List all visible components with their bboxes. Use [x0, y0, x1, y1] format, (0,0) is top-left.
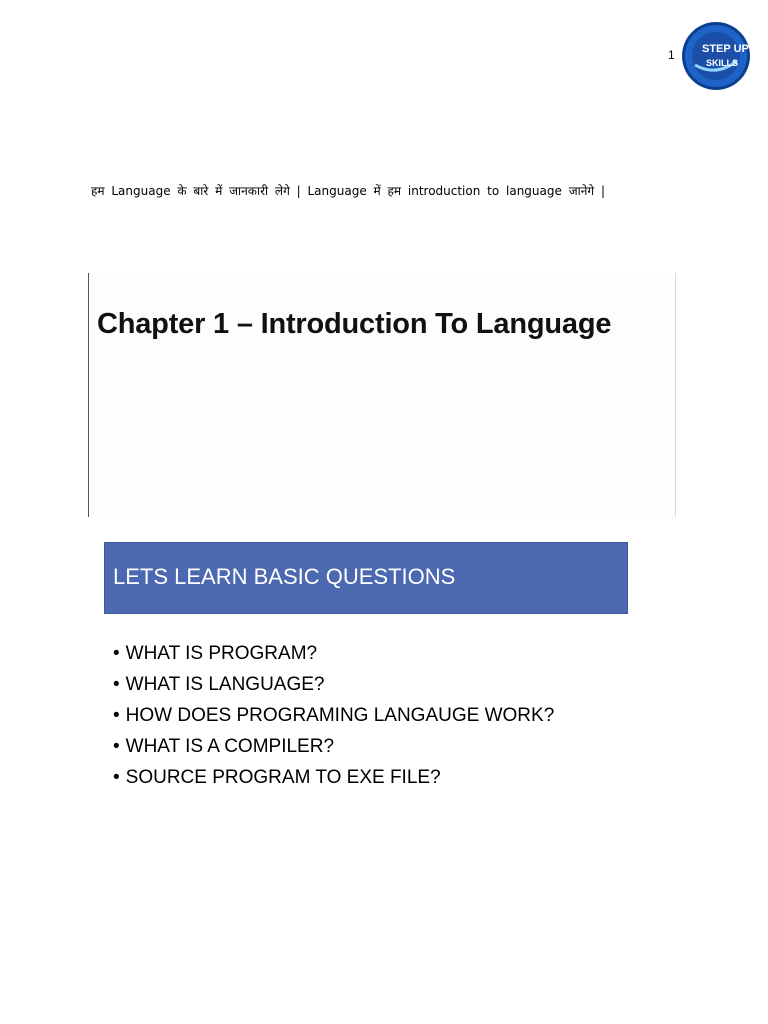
question-text: WHAT IS LANGUAGE? [125, 674, 325, 695]
bullet: • [113, 674, 120, 695]
list-item [113, 733, 554, 764]
logo-graphic [681, 21, 751, 91]
slide-right-edge [675, 273, 676, 517]
bullet: • [113, 767, 120, 788]
question-list [113, 640, 554, 795]
list-item [113, 671, 554, 702]
logo-text-bottom: SKILLS [706, 58, 739, 68]
question-text: WHAT IS A COMPILER? [125, 736, 335, 757]
banner-heading: LETS LEARN BASIC QUESTIONS [113, 564, 456, 589]
list-item [113, 640, 554, 671]
intro-hindi-text: हम Language के बारे में जानकारी लेगे | Language में हम introduction to language जानेगे | [91, 184, 605, 198]
step-up-skills-logo [681, 21, 751, 91]
question-text: SOURCE PROGRAM TO EXE FILE? [125, 767, 441, 788]
page-number: 1 [668, 48, 675, 62]
logo-text-top: STEP UP [702, 43, 749, 55]
list-item [113, 764, 554, 795]
bullet: • [113, 643, 120, 664]
question-text: HOW DOES PROGRAMING LANGAUGE WORK? [125, 705, 555, 726]
chapter-title: Chapter 1 – Introduction To Language [97, 308, 612, 340]
bullet: • [113, 736, 120, 757]
questions-banner [104, 542, 628, 614]
question-text: WHAT IS PROGRAM? [125, 643, 318, 664]
bullet: • [113, 705, 120, 726]
list-item [113, 702, 554, 733]
